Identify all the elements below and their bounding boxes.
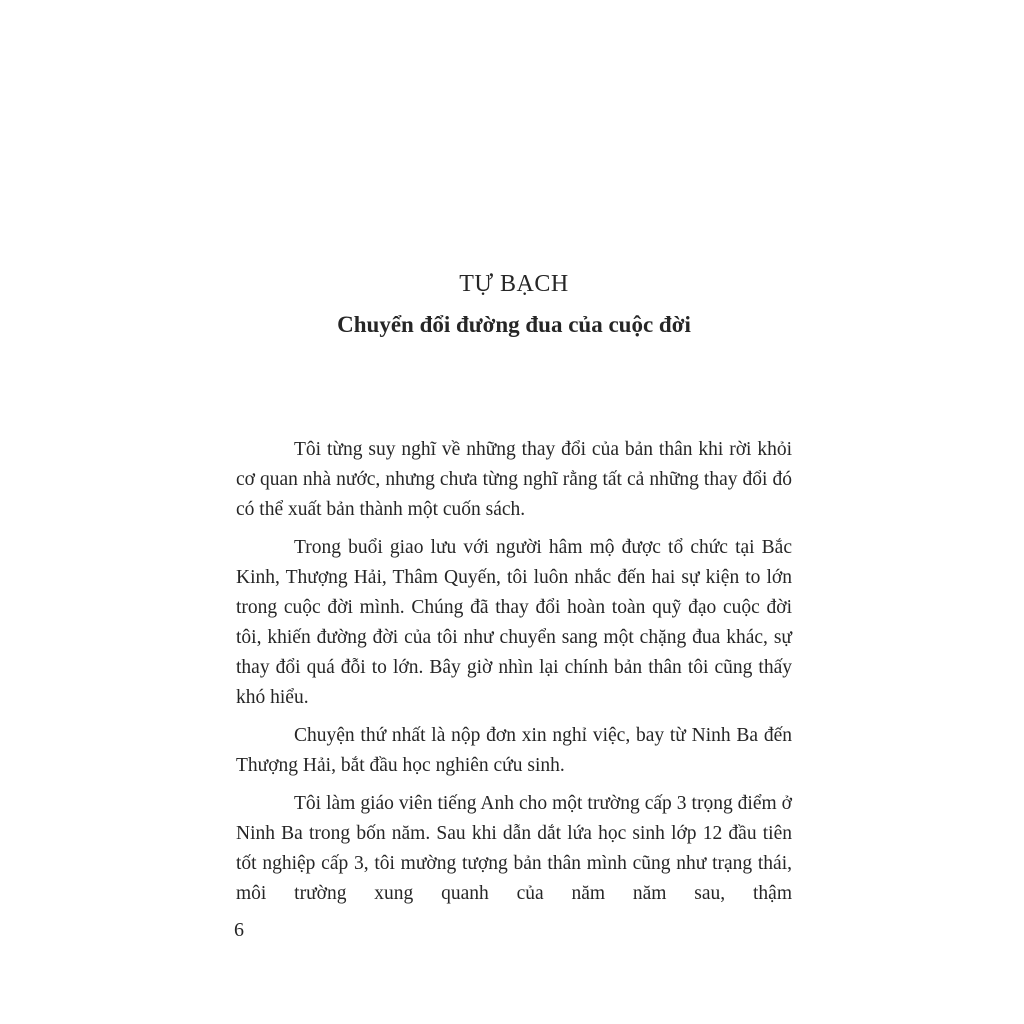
- paragraph-2: Trong buổi giao lưu với người hâm mộ được tổ chức tại Bắc Kinh, Thượng Hải, Thâm Quyến, tôi luôn nhắc đến hai sự kiện to lớn trong cuộc đời mình. Chúng đã thay đổi hoàn toàn quỹ đạo cuộc đời tôi, khiến đường đời của tôi như chuyển sang một chặng đua khác, sự thay đổi quá đỗi to lớn. Bây giờ nhìn lại chính bản thân tôi cũng thấy khó hiểu.: [236, 537, 792, 708]
- body-text: [236, 435, 792, 909]
- paragraph-4: Tôi làm giáo viên tiếng Anh cho một trường cấp 3 trọng điểm ở Ninh Ba trong bốn năm. Sau khi dẫn dắt lứa học sinh lớp 12 đầu tiên tốt nghiệp cấp 3, tôi mường tượng bản thân mình cũng như trạng thái, môi trường xung quanh của năm năm sau, thậm: [236, 793, 792, 904]
- chapter-title: TỰ BẠCH: [459, 271, 569, 297]
- paragraph-1: Tôi từng suy nghĩ về những thay đổi của bản thân khi rời khỏi cơ quan nhà nước, nhưng chưa từng nghĩ rằng tất cả những thay đổi đó có thể xuất bản thành một cuốn sách.: [236, 439, 792, 520]
- text-column: [236, 0, 792, 917]
- chapter-subtitle: Chuyển đổi đường đua của cuộc đời: [337, 312, 691, 337]
- paragraph-3: Chuyện thứ nhất là nộp đơn xin nghỉ việc, bay từ Ninh Ba đến Thượng Hải, bắt đầu học nghiên cứu sinh.: [236, 725, 792, 776]
- page-number: 6: [234, 919, 244, 941]
